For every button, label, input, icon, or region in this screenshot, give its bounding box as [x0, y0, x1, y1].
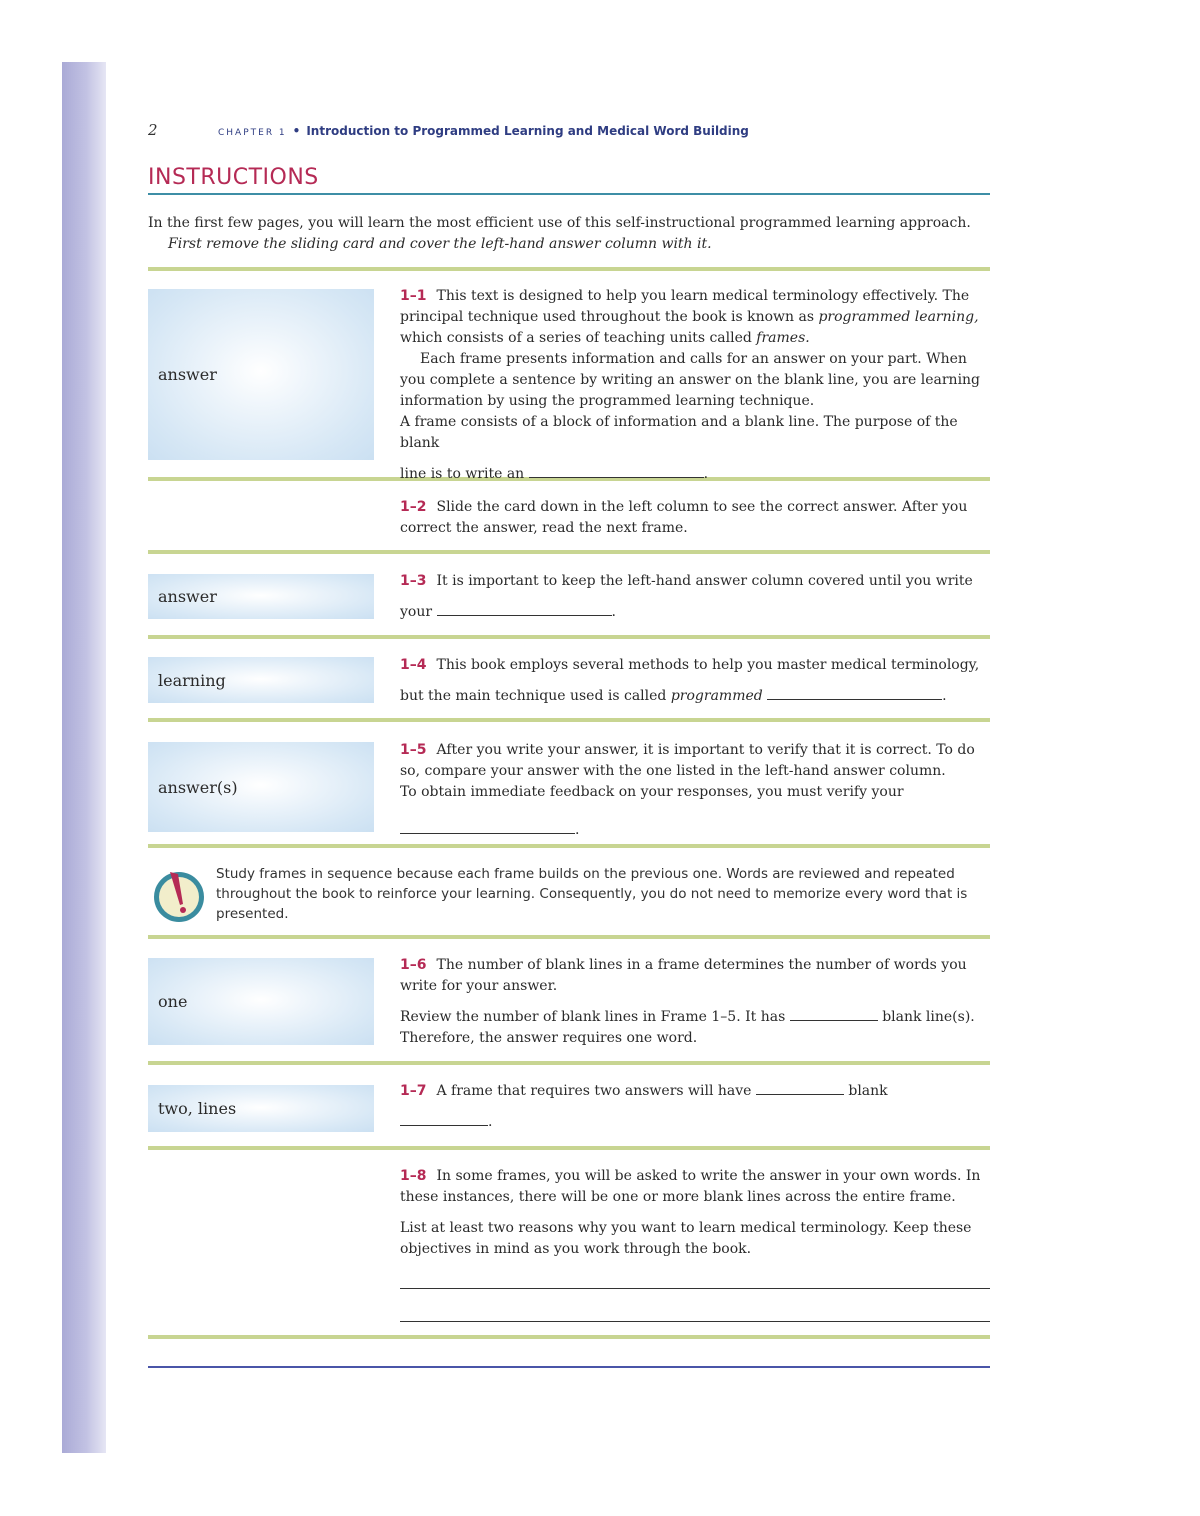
- intro-line-2: First remove the sliding card and cover the left-hand answer column with it.: [168, 236, 712, 252]
- frame-text: List at least two reasons why you want to learn medical terminology. Keep these objectives in mind as you work through the book.: [400, 1220, 972, 1257]
- header-bullet: •: [292, 124, 301, 138]
- page-title: INSTRUCTIONS: [148, 165, 319, 190]
- intro-line-1: In the first few pages, you will learn the most efficient use of this self-instructional programmed learning approach.: [148, 215, 971, 231]
- answer-text: answer: [158, 365, 217, 384]
- frame-1-4: [400, 655, 990, 707]
- frame-text: It is important to keep the left-hand answer column covered until you write: [436, 573, 973, 589]
- frame-text: After you write your answer, it is important to verify that it is correct. To do so, compare your answer with the one listed in the left-hand answer column.: [400, 742, 975, 779]
- frame-text: The number of blank lines in a frame determines the number of words you write for your answer.: [400, 957, 967, 994]
- answer-blank[interactable]: [400, 820, 575, 834]
- divider-rule: [148, 550, 990, 554]
- frame-text: A frame consists of a block of information and a blank line. The purpose of the blank: [400, 414, 958, 451]
- answer-card: [148, 742, 374, 832]
- footer-rule: [148, 1366, 990, 1368]
- frame-text: .: [942, 688, 947, 704]
- frame-number: 1–5: [400, 742, 427, 758]
- frame-number: 1–6: [400, 957, 427, 973]
- margin-band: [62, 62, 106, 1453]
- frame-text: .: [488, 1114, 493, 1130]
- frame-number: 1–8: [400, 1168, 427, 1184]
- frame-number: 1–7: [400, 1083, 427, 1099]
- frame-1-2: [400, 497, 990, 539]
- answer-blank[interactable]: [400, 1112, 488, 1126]
- frame-text: but the main technique used is called: [400, 688, 671, 704]
- answer-card: [148, 657, 374, 703]
- frame-1-8: [400, 1166, 990, 1260]
- frame-term: frames.: [756, 330, 810, 346]
- frame-text: Each frame presents information and calls for an answer on your part. When you complete a sentence by writing an answer on the blank line, you are learning information by using the programmed learning technique.: [400, 351, 981, 409]
- frame-text: line is to write an: [400, 466, 525, 482]
- answer-write-line[interactable]: [400, 1321, 990, 1322]
- answer-text: answer(s): [158, 777, 238, 797]
- frame-text: .: [611, 604, 616, 620]
- divider-rule: [148, 267, 990, 271]
- frame-1-5: [400, 740, 990, 841]
- answer-text: two, lines: [158, 1099, 237, 1118]
- title-rule: [148, 193, 990, 195]
- answer-text: one: [158, 992, 188, 1011]
- answer-card: [148, 574, 374, 619]
- answer-blank[interactable]: [529, 464, 704, 478]
- frame-1-1: [400, 286, 990, 485]
- divider-rule: [148, 1335, 990, 1339]
- frame-number: 1–3: [400, 573, 427, 589]
- answer-card: [148, 1085, 374, 1132]
- frame-text: blank line(s).: [882, 1009, 975, 1025]
- frame-text: which consists of a series of teaching units called: [400, 330, 757, 346]
- frame-1-3: [400, 571, 990, 623]
- frame-text: In some frames, you will be asked to write the answer in your own words. In these instances, there will be one or more blank lines across the entire frame.: [400, 1168, 981, 1205]
- divider-rule: [148, 1061, 990, 1065]
- frame-text: .: [575, 822, 580, 838]
- frame-text: .: [703, 466, 709, 482]
- answer-text: answer: [158, 587, 217, 606]
- intro-text: [148, 213, 990, 255]
- answer-blank[interactable]: [767, 686, 942, 700]
- frame-text: Review the number of blank lines in Frame 1–5. It has: [400, 1009, 786, 1025]
- frame-1-6: [400, 955, 990, 1049]
- alert-clock-icon: [150, 866, 208, 924]
- frame-text: This book employs several methods to help you master medical terminology,: [436, 657, 980, 673]
- frame-text: Therefore, the answer requires one word.: [400, 1030, 698, 1046]
- divider-rule: [148, 635, 990, 639]
- running-header: [148, 121, 990, 143]
- frame-number: 1–4: [400, 657, 427, 673]
- answer-blank[interactable]: [437, 602, 612, 616]
- frame-text: your: [400, 604, 433, 620]
- frame-text: A frame that requires two answers will have: [436, 1083, 752, 1099]
- answer-text: learning: [158, 670, 226, 690]
- frame-number: 1–2: [400, 499, 427, 515]
- divider-rule: [148, 844, 990, 848]
- answer-blank[interactable]: [756, 1081, 844, 1095]
- answer-blank[interactable]: [790, 1007, 878, 1021]
- answer-card: [148, 289, 374, 460]
- frame-term: programmed learning,: [818, 309, 979, 325]
- frame-text: blank: [848, 1083, 888, 1099]
- answer-write-line[interactable]: [400, 1288, 990, 1289]
- frame-1-7: [400, 1081, 990, 1133]
- divider-rule: [148, 718, 990, 722]
- divider-rule: [148, 1146, 990, 1150]
- chapter-title-text: Introduction to Programmed Learning and Medical Word Building: [306, 124, 749, 138]
- study-note: Study frames in sequence because each frame builds on the previous one. Words are reviewed and repeated throughout the book to reinforce your learning. Consequently, you do not need to memorize every word that is presented.: [216, 866, 968, 922]
- chapter-title: [218, 124, 749, 138]
- answer-card: [148, 958, 374, 1045]
- divider-rule: [148, 935, 990, 939]
- frame-text: To obtain immediate feedback on your responses, you must verify your: [400, 784, 904, 800]
- frame-text: This text is designed to help you learn medical terminology effectively. The principal technique used throughout the book is known as: [400, 288, 970, 325]
- page-number: 2: [148, 121, 158, 139]
- frame-term: programmed: [670, 688, 763, 704]
- frame-number: 1–1: [400, 288, 427, 304]
- frame-text: Slide the card down in the left column to see the correct answer. After you correct the answer, read the next frame.: [400, 499, 968, 536]
- chapter-label: CHAPTER 1: [218, 128, 287, 138]
